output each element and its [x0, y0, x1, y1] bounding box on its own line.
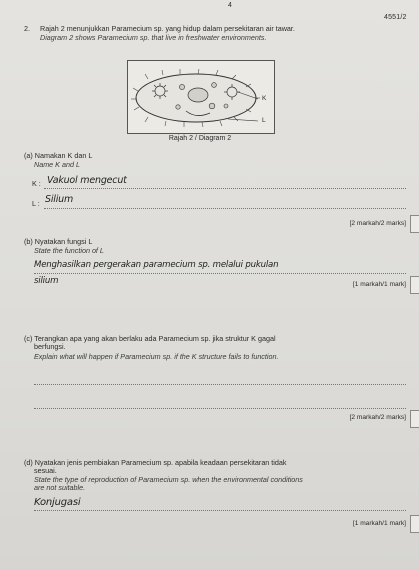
- question-stem-english: Diagram 2 shows Paramecium sp. that live in freshwater environments.: [40, 33, 267, 42]
- part-a-l-prefix: L :: [32, 199, 40, 208]
- leader-line-l: [228, 119, 258, 121]
- part-c-malay-line1: (c) Terangkan apa yang akan berlaku ada Paramecium sp. jika struktur K gagal: [24, 334, 276, 343]
- nucleus: [188, 88, 208, 102]
- part-b-malay: (b) Nyatakan fungsi L: [24, 237, 93, 246]
- part-c-marks: [2 markah/2 marks]: [349, 414, 406, 421]
- answer-line: [34, 273, 406, 274]
- answer-line: [34, 408, 406, 409]
- part-d-malay-line1: (d) Nyatakan jenis pembiakan Paramecium sp. apabila keadaan persekitaran tidak: [24, 458, 287, 467]
- part-d-answer: Konjugasi: [34, 497, 81, 508]
- part-b-marks: [1 markah/1 mark]: [352, 281, 406, 288]
- question-stem-malay: Rajah 2 menunjukkan Paramecium sp. yang hidup dalam persekitaran air tawar.: [40, 24, 295, 33]
- part-a-malay: (a) Namakan K dan L: [24, 151, 93, 160]
- answer-line: [44, 188, 406, 189]
- mark-box: [410, 410, 419, 428]
- paper-code: 4551/2: [384, 14, 407, 21]
- part-a-k-answer: Vakuol mengecut: [47, 175, 127, 186]
- mark-box: [410, 215, 419, 233]
- answer-line: [34, 510, 406, 511]
- part-a-marks: [2 markah/2 marks]: [349, 220, 406, 227]
- paramecium-diagram: [127, 60, 275, 134]
- part-b-answer-line1: Menghasilkan pergerakan paramecium sp. melalui pukulan: [34, 260, 279, 270]
- part-d-english-line2: are not suitable.: [34, 483, 86, 492]
- part-c-english: Explain what will happen if Paramecium sp. if the K structure fails to function.: [34, 352, 279, 361]
- part-b-answer-line2: silium: [34, 276, 59, 286]
- answer-line: [34, 384, 406, 385]
- mark-box: [410, 515, 419, 533]
- answer-line: [44, 208, 406, 209]
- part-d-malay-line2: sesuai.: [34, 466, 57, 475]
- part-c-malay-line2: berfungsi.: [34, 342, 66, 351]
- page-number: 4: [228, 2, 232, 9]
- part-b-english: State the function of L: [34, 246, 104, 255]
- part-a-english: Name K and L: [34, 160, 80, 169]
- part-a-k-prefix: K :: [32, 179, 41, 188]
- part-a-l-answer: Silium: [45, 194, 74, 205]
- question-number: 2.: [24, 24, 30, 33]
- part-d-marks: [1 markah/1 mark]: [352, 520, 406, 527]
- mark-box: [410, 276, 419, 294]
- paramecium-illustration: [128, 61, 274, 133]
- diagram-caption: Rajah 2 / Diagram 2: [168, 135, 232, 142]
- label-l: L: [262, 117, 266, 124]
- part-d-english-line1: State the type of reproduction of Paramecium sp. when the environmental conditions: [34, 475, 303, 484]
- label-k: K: [262, 95, 267, 102]
